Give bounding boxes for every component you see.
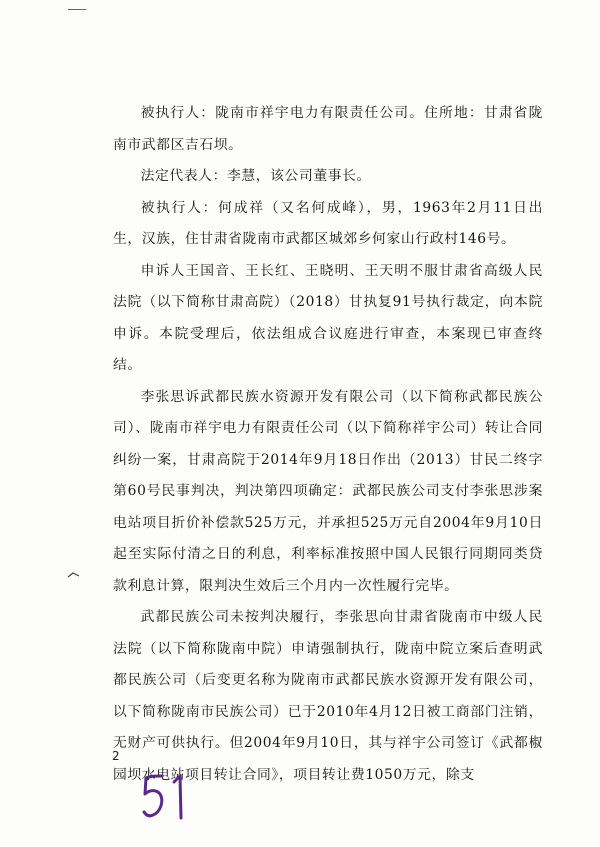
handwritten-page-mark [140,770,192,824]
paragraph-respondent-person: 被执行人：何成祥（又名何成峰），男，1963年2月11日出生，汉族，住甘肃省陇南市武都区城郊乡何家山行政村146号。 [113,199,543,247]
paragraph-legal-representative: 法定代表人：李慧，该公司董事长。 [140,168,371,184]
document-body [113,98,543,791]
paragraph-execution-status: 武都民族公司未按判决履行，李张思向甘肃省陇南市中级人民法院（以下简称陇南中院）申请强制执行，陇南中院立案后查明武都民族公司（后变更名称为陇南市武都民族水资源开发有限公司，以下简称陇南市民族公司）已于2010年4月12日被工商部门注销，无财产可供执行。但2004年9月10日，其与祥宇公司签订《武都椒园坝水电站项目转让合同》，项目转让费1050万元，除支 [113,609,543,783]
page-number: 2 [112,749,120,763]
paragraph-case-background: 李张思诉武都民族水资源开发有限公司（以下简称武都民族公司）、陇南市祥宇电力有限责任公司（以下简称祥宇公司）转让合同纠纷一案，甘肃高院于2014年9月18日作出（2013）甘民二终字第60号民事判决，判决第四项确定：武都民族公司支付李张思涉案电站项目折价补偿款525万元，并承担525万元自2004年9月10日起至实际付清之日的利息，利率标准按照中国人民银行同期同类贷款利息计算，限判决生效后三个月内一次性履行完毕。 [113,388,543,594]
margin-tick-icon [66,568,82,582]
scan-artifact-mark [68,9,86,10]
paragraph-appeal: 申诉人王国音、王长红、王晓明、王天明不服甘肃省高级人民法院（以下简称甘肃高院）（2018）甘执复91号执行裁定，向本院申诉。本院受理后，依法组成合议庭进行审查，本案现已审查终结。 [113,262,543,373]
paragraph-respondent-company: 被执行人：陇南市祥宇电力有限责任公司。住所地：甘肃省陇南市武都区吉石坝。 [113,105,543,153]
